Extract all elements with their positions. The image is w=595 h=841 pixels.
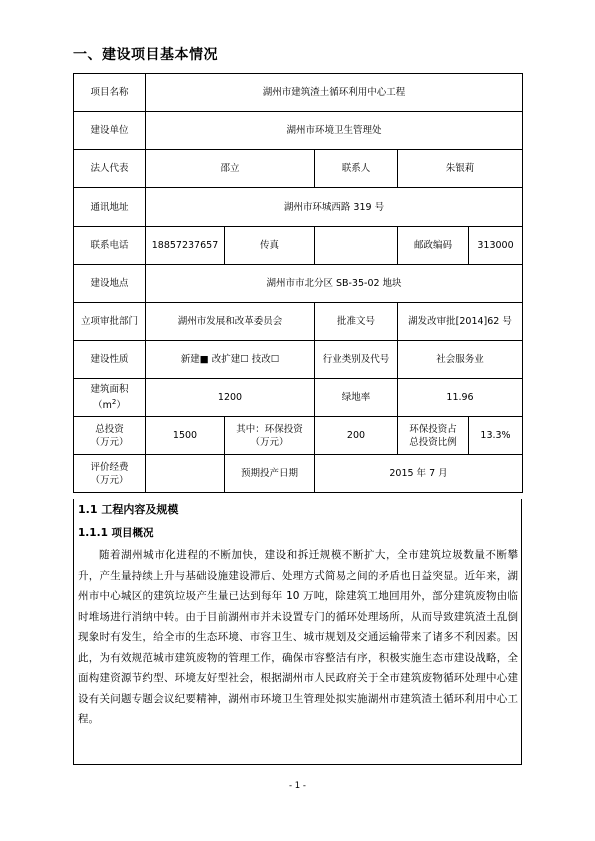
- invest-label: [74, 417, 146, 455]
- table-row: [74, 455, 523, 493]
- subsection-title: 1.1.1 项目概况: [78, 527, 154, 539]
- area-label-sup: 2: [111, 397, 117, 406]
- invest-label-line1: 总投资: [95, 423, 124, 435]
- eval-fee-label-line1: 评价经费: [90, 461, 129, 473]
- invest-label-line2: （万元）: [90, 436, 129, 448]
- table-row: [74, 112, 523, 150]
- section-heading: 一、建设项目基本情况: [73, 47, 218, 63]
- eval-fee-label-line2: （万元）: [90, 474, 129, 486]
- approval-no-value: 湖发改审批[2014]62 号: [398, 303, 523, 341]
- area-label-line2: （m: [93, 400, 112, 412]
- address-value: 湖州市环城西路 319 号: [146, 188, 523, 227]
- env-ratio-label: [398, 417, 469, 455]
- location-value: 湖州市市北分区 SB-35-02 地块: [146, 265, 523, 303]
- area-label-line3: ）: [116, 400, 126, 412]
- project-overview-box: [73, 499, 522, 765]
- industry-label: 行业类别及代号: [315, 341, 398, 379]
- nature-value: 新建■ 改扩建☐ 技改☐: [146, 341, 315, 379]
- legal-rep-value: 邵立: [146, 150, 315, 188]
- unit-label: 建设单位: [74, 112, 146, 150]
- invest-value: 1500: [146, 417, 225, 455]
- contact-label: 联系人: [315, 150, 398, 188]
- contact-value: 朱银莉: [398, 150, 523, 188]
- table-row: [74, 417, 523, 455]
- project-name-label: 项目名称: [74, 74, 146, 112]
- postcode-label: 邮政编码: [398, 227, 469, 265]
- env-ratio-value: 13.3%: [469, 417, 523, 455]
- legal-rep-label: 法人代表: [74, 150, 146, 188]
- phone-label: 联系电话: [74, 227, 146, 265]
- section-title: 1.1 工程内容及规模: [78, 503, 179, 516]
- table-row: [74, 150, 523, 188]
- env-invest-label-line1: 其中：环保投资: [236, 423, 303, 435]
- nature-label: 建设性质: [74, 341, 146, 379]
- address-label: 通讯地址: [74, 188, 146, 227]
- area-value: 1200: [146, 379, 315, 417]
- table-row: [74, 379, 523, 417]
- fax-value: [315, 227, 398, 265]
- fax-label: 传真: [225, 227, 315, 265]
- project-info-table: [73, 73, 523, 493]
- env-ratio-label-line2: 总投资比例: [409, 436, 457, 448]
- phone-value: 18857237657: [146, 227, 225, 265]
- postcode-value: 313000: [469, 227, 523, 265]
- area-label-line1: 建筑面积: [90, 383, 129, 395]
- approval-dept-value: 湖州市发展和改革委员会: [146, 303, 315, 341]
- prod-date-value: 2015 年 7 月: [315, 455, 523, 493]
- location-label: 建设地点: [74, 265, 146, 303]
- area-label: [74, 379, 146, 417]
- table-row: [74, 341, 523, 379]
- eval-fee-label: [74, 455, 146, 493]
- env-invest-label-line2: （万元）: [250, 436, 289, 448]
- table-row: [74, 265, 523, 303]
- prod-date-label: 预期投产日期: [225, 455, 315, 493]
- eval-fee-value: [146, 455, 225, 493]
- approval-no-label: 批准文号: [315, 303, 398, 341]
- env-invest-value: 200: [315, 417, 398, 455]
- unit-value: 湖州市环境卫生管理处: [146, 112, 523, 150]
- overview-paragraph: 随着湖州城市化进程的不断加快，建设和拆迁规模不断扩大，全市建筑垃圾数量不断攀升，产生量持续上升与基础设施建设滞后、处理方式简易之间的矛盾也日益突显。近年来，湖州市中心城区的建筑垃圾产生量已达到每年 10 万吨，除建筑工地回用外，部分建筑废物由临时堆场进行消纳中转。由于目前湖州市并未设置专门的循环处理场所，从而导致建筑渣土乱倒现象时有发生，给全市的生态环境、市容卫生、城市规划及交通运输带来了诸多不利因素。因此，为有效规范城市建筑废物的管理工作，确保市容整洁有序，积极实施生态市建设战略，全面构建资源节约型、环境友好型社会，根据湖州市人民政府关于全市建筑废物循环处理中心建设有关问题专题会议纪要精神，湖州市环境卫生管理处拟实施湖州市建筑渣土循环利用中心工程。: [78, 549, 518, 725]
- table-row: [74, 74, 523, 112]
- table-row: [74, 227, 523, 265]
- green-label: 绿地率: [315, 379, 398, 417]
- env-ratio-label-line1: 环保投资占: [409, 423, 457, 435]
- table-row: [74, 303, 523, 341]
- green-value: 11.96: [398, 379, 523, 417]
- industry-value: 社会服务业: [398, 341, 523, 379]
- table-row: [74, 188, 523, 227]
- page-number: - 1 -: [289, 781, 306, 791]
- approval-dept-label: 立项审批部门: [74, 303, 146, 341]
- env-invest-label: [225, 417, 315, 455]
- project-name-value: 湖州市建筑渣土循环利用中心工程: [146, 74, 523, 112]
